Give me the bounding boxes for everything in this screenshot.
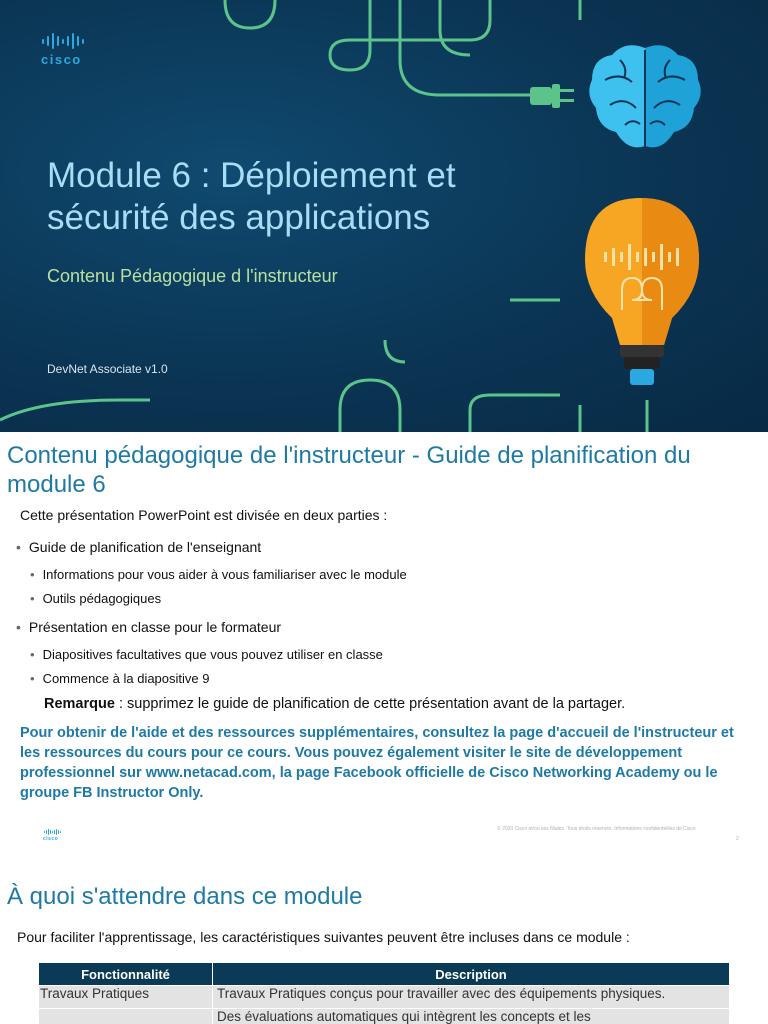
plug-icon <box>530 84 574 108</box>
feature-cell <box>39 1009 213 1024</box>
note <box>44 696 625 712</box>
column-header-feature: Fonctionnalité <box>39 963 213 986</box>
module-title-line1: Module 6 : Déploiement et <box>47 156 456 195</box>
intro-text: Cette présentation PowerPoint est divisée en deux parties : <box>20 507 388 523</box>
title-slide <box>0 0 768 432</box>
copyright-text: © 2020 Cisco et/ou ses filiales. Tous droits réservés. Informations confidentielles de Cisco <box>497 826 696 832</box>
bullet-item: • Commence à la diapositive 9 <box>30 671 210 686</box>
bullet-icon: • <box>30 591 35 606</box>
bullet-item: • Informations pour vous aider à vous familiariser avec le module <box>30 567 407 582</box>
note-label: Remarque <box>44 696 115 712</box>
brain-icon <box>589 45 700 147</box>
bullet-item: • Outils pédagogiques <box>30 591 162 606</box>
description-cell: Travaux Pratiques conçus pour travailler avec des équipements physiques. <box>213 986 730 1009</box>
module-title <box>47 155 567 239</box>
bullet-icon: • <box>16 539 21 555</box>
footer-cisco-logo <box>43 829 73 842</box>
page-number: 2 <box>736 836 739 842</box>
cisco-logo-bars-icon <box>44 829 73 835</box>
lightbulb-icon <box>585 198 699 385</box>
bullet-icon: • <box>16 619 21 635</box>
slide-title: Contenu pédagogique de l'instructeur - Guide de planification du module 6 <box>7 442 691 498</box>
bullet-icon: • <box>30 671 35 686</box>
column-header-description: Description <box>213 963 730 986</box>
cisco-logo-text: cisco <box>41 52 82 67</box>
bullet-item: • Diapositives facultatives que vous pouvez utiliser en classe <box>30 647 383 662</box>
course-version: DevNet Associate v1.0 <box>47 362 168 376</box>
what-to-expect-slide <box>0 866 768 1024</box>
module-title-line2: sécurité des applications <box>47 198 431 237</box>
bullet-section-2: • Présentation en classe pour le formateur <box>16 619 282 635</box>
table-row <box>39 1009 730 1024</box>
table-header-row <box>39 963 730 986</box>
intro-text: Pour faciliter l'apprentissage, les caractéristiques suivantes peuvent être incluses dans ce module : <box>17 929 630 945</box>
table-row <box>39 986 730 1009</box>
features-table <box>38 962 730 1024</box>
cisco-logo-bars-icon <box>42 33 113 49</box>
note-text: : supprimez le guide de planification de cette présentation avant de la partager. <box>114 696 626 712</box>
description-cell: Des évaluations automatiques qui intègrent les concepts et les <box>213 1009 730 1024</box>
cisco-logo-text: cisco <box>43 836 59 842</box>
bullet-icon: • <box>30 647 35 662</box>
planning-guide-slide <box>0 433 768 865</box>
feature-cell: Travaux Pratiques <box>39 986 213 1009</box>
resources-callout: Pour obtenir de l'aide et des ressources supplémentaires, consultez la page d'accueil de l'instructeur et les ressources du cours pour ce cours. Vous pouvez également visiter le site de développement professionnel sur www.netacad.com, la page Facebook officielle de Cisco Networking Academy ou le groupe FB Instructor Only. <box>20 725 734 801</box>
bullet-section-1: • Guide de planification de l'enseignant <box>16 539 262 555</box>
bullet-icon: • <box>30 567 35 582</box>
slide-title: À quoi s'attendre dans ce module <box>7 883 363 910</box>
module-subtitle: Contenu Pédagogique d l'instructeur <box>47 266 338 286</box>
cisco-logo <box>41 33 113 73</box>
